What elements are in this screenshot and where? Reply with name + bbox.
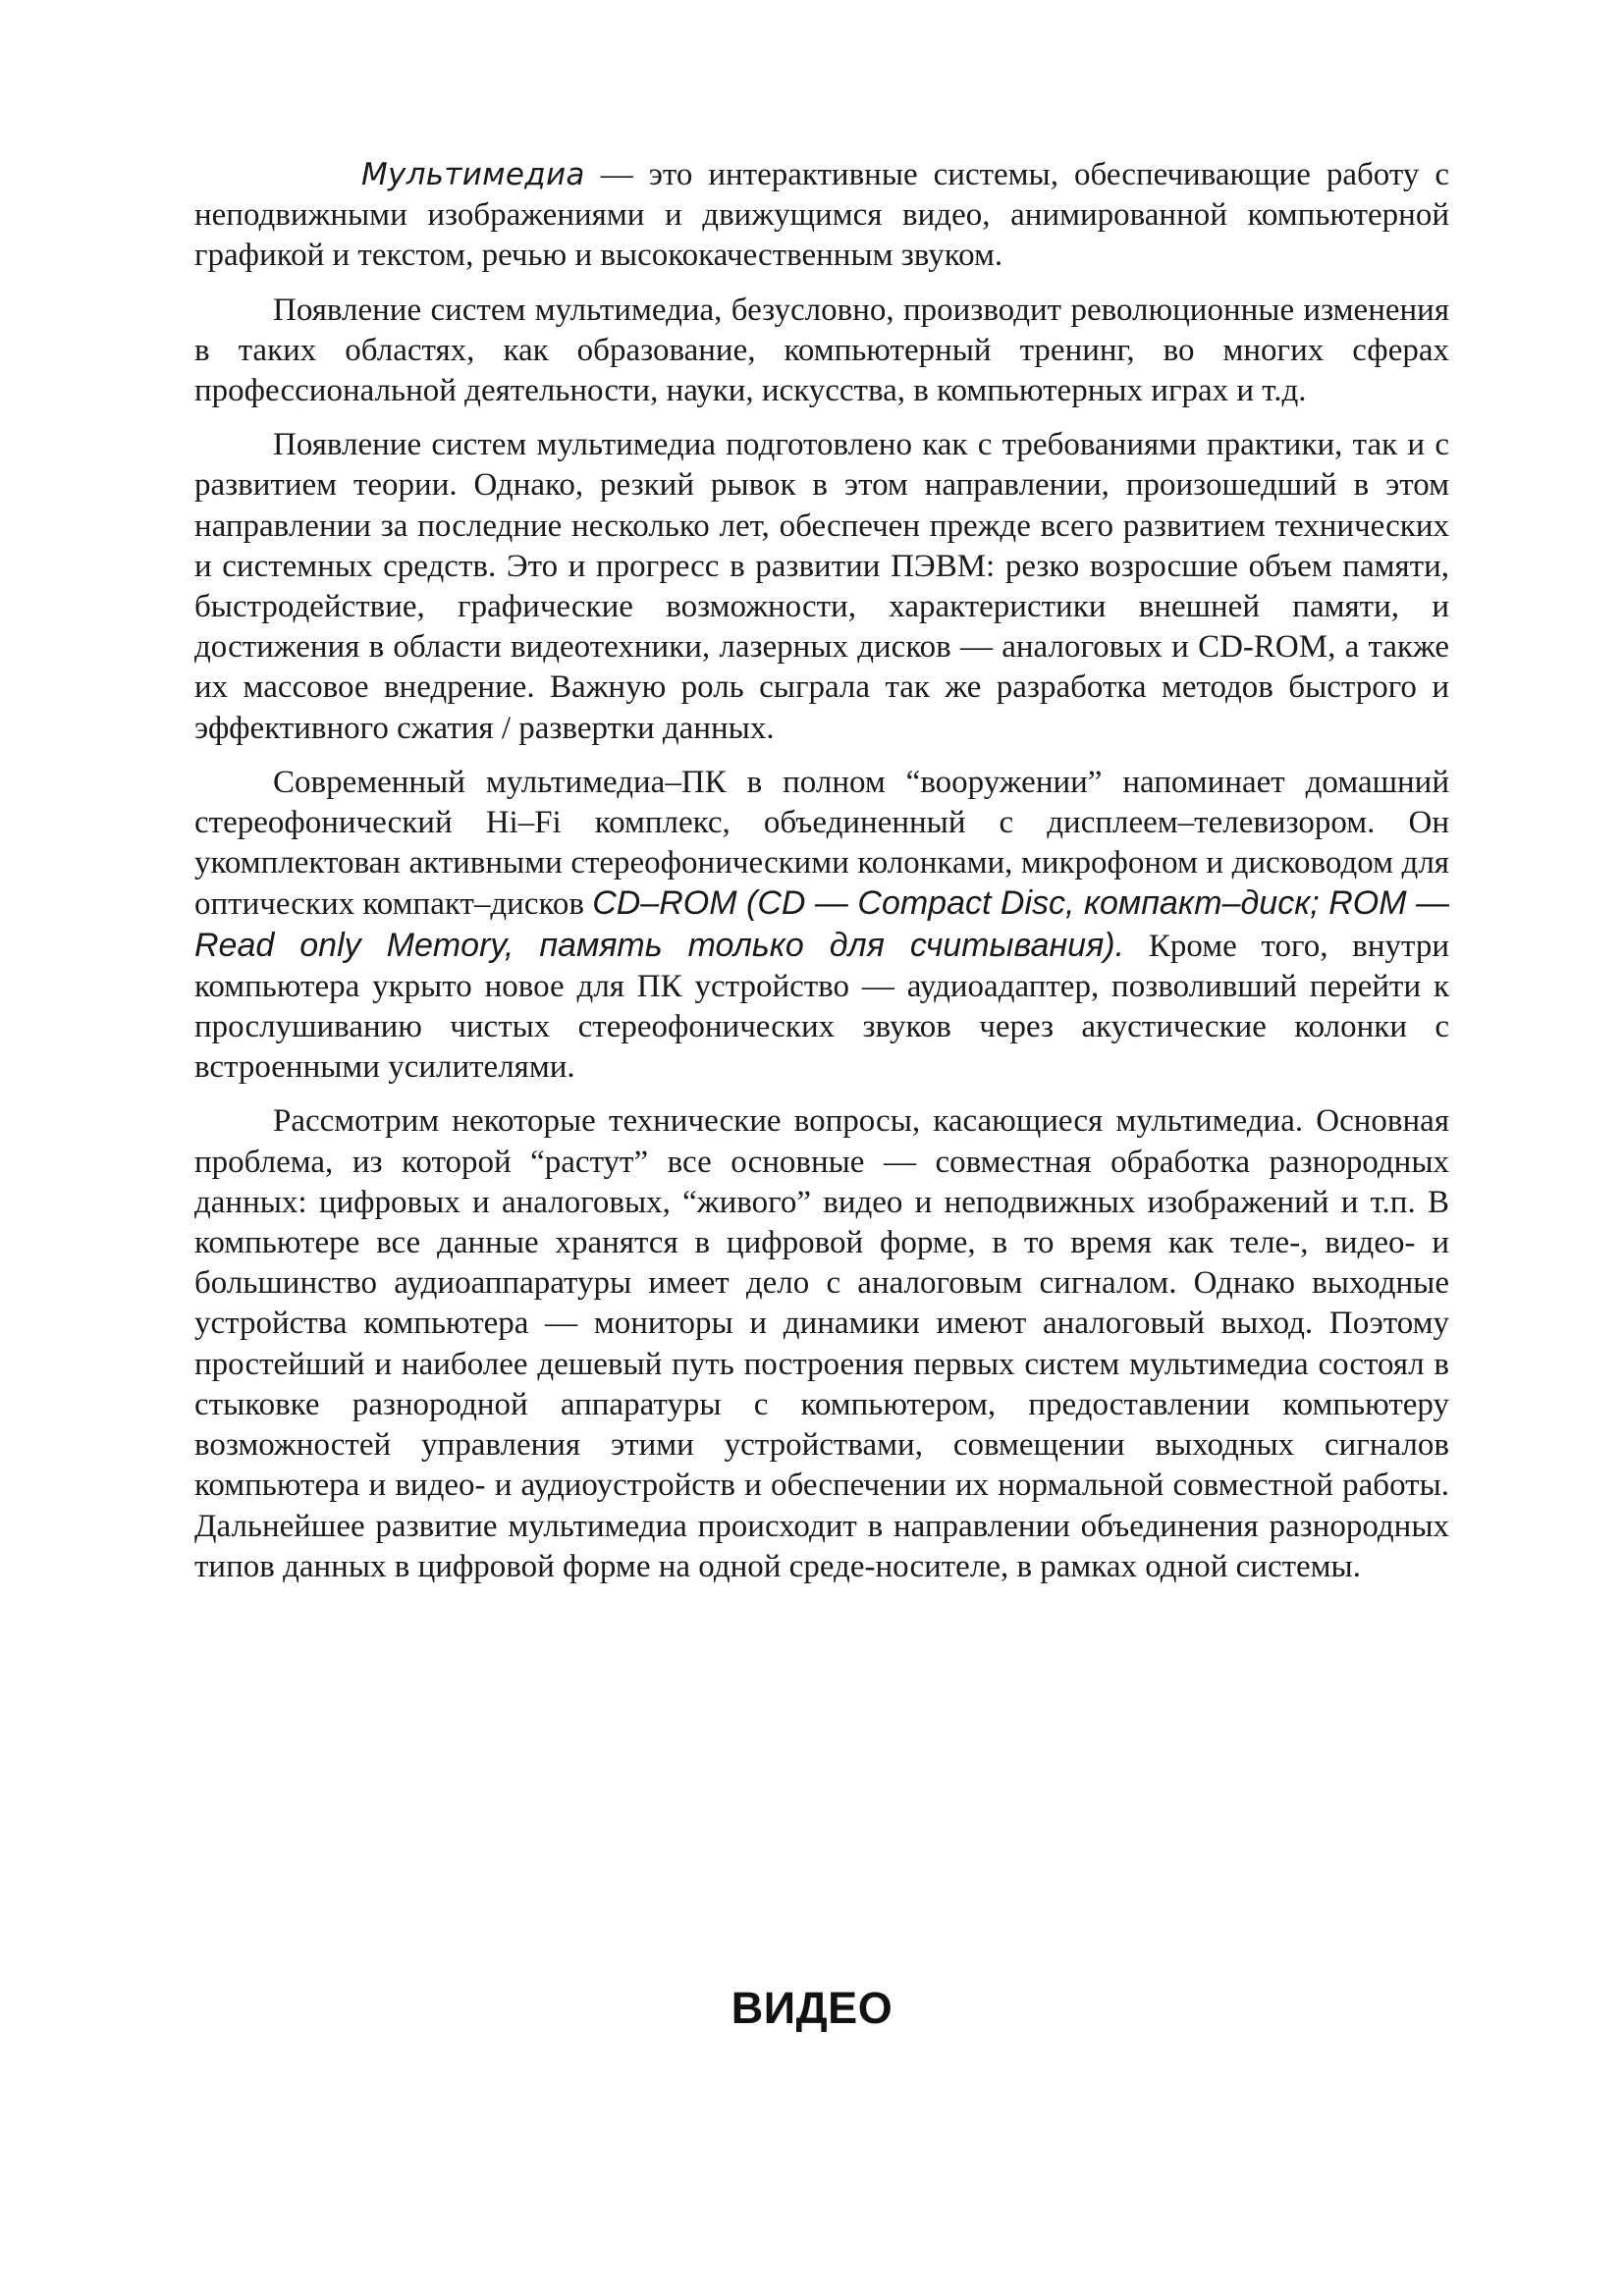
cd-rom-definition: CD–ROM (CD — Compact Disc, компакт–диск; ROM — Read only Memory, память только для считывания). [194,884,1449,964]
paragraph-2: Появление систем мультимедиа, безусловно, производит революционные изменения в таких областях, как образование, компьютерный тренинг, во многих сферах профессиональной деятельности, науки, искусства, в компьютерных играх и т.д. [194,292,1449,409]
body-text [194,155,1449,1601]
paragraph-4-text-before: Современный мультимедиа–ПК в полном “вооружении” напоминает домашний стереофонический Hi–Fi комплекс, объединенный с дисплеем–телевизором. Он укомплектован активными стереофоническими колонками, микрофоном и дисководом для оптических компакт–дисков [194,764,1449,923]
paragraph-3: Появление систем мультимедиа подготовлено как с требованиями практики, так и с развитием теории. Однако, резкий рывок в этом направлении, произошедший в этом направлении за последние несколько лет, обеспечен прежде всего развитием технических и системных средств. Это и прогресс в развитии ПЭВМ: резко возросшие объем памяти, быстродействие, графические возможности, характеристики внешней памяти, и достижения в области видеотехники, лазерных дисков — аналоговых и CD-ROM, а также их массовое внедрение. Важную роль сыграла так же разработка методов быстрого и эффективного сжатия / развертки данных. [194,427,1449,746]
term-multimedia: Мультимедиа [361,157,585,192]
paragraph-4 [194,763,1449,1089]
paragraph-definition [194,155,1449,277]
paragraph-5: Рассмотрим некоторые технические вопросы, касающиеся мультимедиа. Основная проблема, из которой “растут” все основные — совместная обработка разнородных данных: цифровых и аналоговых, “живого” видео и неподвижных изображений и т.п. В компьютере все данные хранятся в цифровой форме, в то время как теле-, видео- и большинство аудиоаппаратуры имеет дело с аналоговым сигналом. Однако выходные устройства компьютера — мониторы и динамики имеют аналоговый выход. Поэтому простейший и наиболее дешевый путь построения первых систем мультимедиа состоял в стыковке разнородной аппаратуры с компьютером, предоставлении компьютеру возможностей управления этими устройствами, совмещении выходных сигналов компьютера и видео- и аудиоустройств и обеспечении их нормальной совместной работы. Дальнейшее развитие мультимедиа происходит в направлении объединения разнородных типов данных в цифровой форме на одной среде-носителе, в рамках одной системы. [194,1103,1449,1584]
paragraph-4-text-after: Кроме того, внутри компьютера укрыто новое для ПК устройство — аудиоадаптер, позволивший перейти к прослушиванию чистых стереофонических звуков через акустические колонки с встроенными усилителями. [194,928,1449,1086]
definition-text: — это интерактивные системы, обеспечивающие работу с неподвижными изображениями и движущимся видео, анимированной компьютерной графикой и текстом, речью и высококачественным звуком. [194,157,1449,274]
section-heading: ВИДЕО [731,1983,893,2033]
